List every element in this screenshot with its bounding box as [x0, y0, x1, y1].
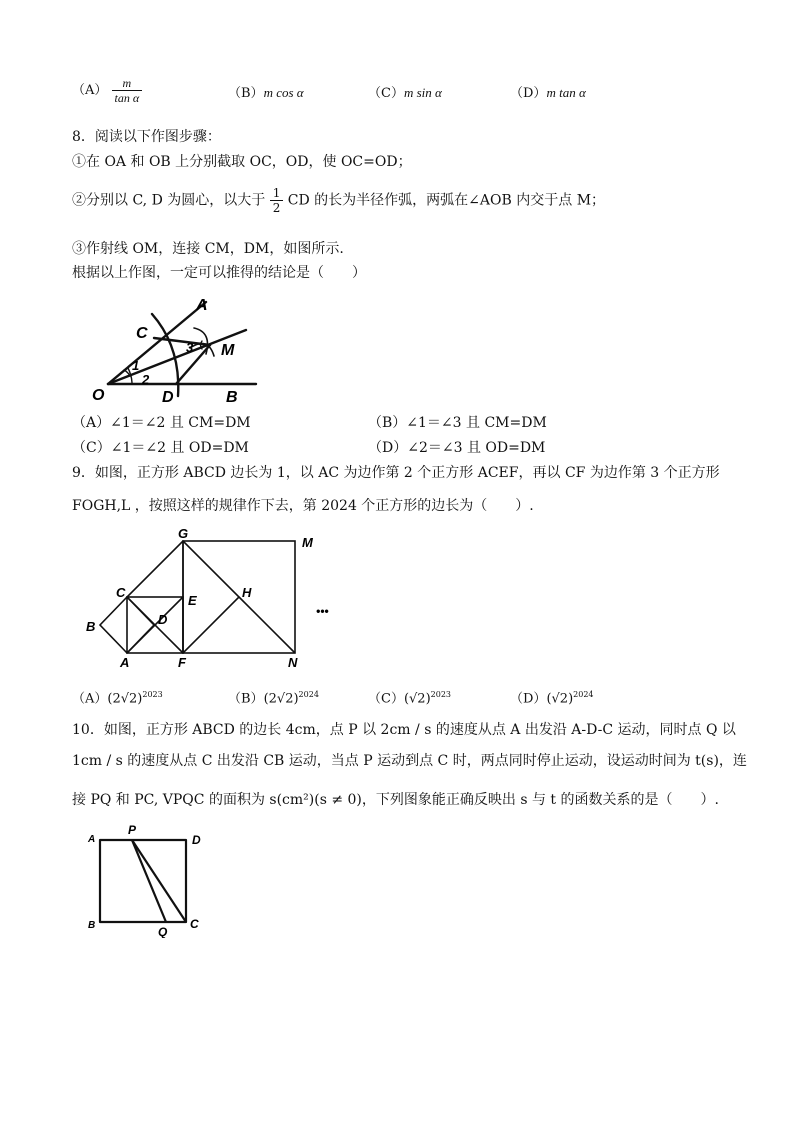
label-b: B [86, 619, 96, 634]
q9-option-a-expr: (2√2) [107, 691, 143, 707]
q7-option-c [368, 84, 442, 103]
q9-line2: FOGH,L ，按照这样的规律作下去，第 2024 个正方形的边长为（ ）. [72, 498, 534, 514]
q10-line2: 1cm / s 的速度从点 C 出发沿 CB 运动，当点 P 运动到点 C 时，两点同时停止运动，设运动时间为 t(s)，连 [72, 753, 747, 769]
q7-option-a-fraction [112, 76, 143, 105]
q9-option-b-expr: (2√2) [263, 691, 299, 707]
label-angle-1: 1 [132, 358, 140, 373]
label-c: C [136, 325, 148, 342]
q8-step2-pre: ②分别以 C, D 为圆心，以大于 [72, 192, 266, 209]
q9-option-b-label: （B） [228, 691, 264, 707]
q8-option-c: （C）∠1＝∠2 且 OD=DM [72, 440, 249, 456]
q9-option-a [72, 686, 163, 708]
q9-option-b [228, 686, 319, 708]
q8-angle-figure [86, 292, 286, 406]
q7-option-a-denominator: tan α [114, 91, 140, 105]
q8-option-a: （A）∠1＝∠2 且 CM=DM [72, 415, 251, 431]
label-o: O [92, 387, 105, 404]
q8-step2-numerator: 1 [270, 186, 284, 201]
q9-option-d-label: （D） [510, 691, 547, 707]
q7-option-b [228, 84, 304, 103]
q7-option-d-expr: m tan α [546, 85, 586, 100]
q8-option-d: （D）∠2＝∠3 且 OD=DM [368, 440, 546, 456]
q7-option-a-label: （A） [72, 83, 108, 98]
q7-option-c-label: （C） [368, 86, 404, 101]
q7-option-b-label: （B） [228, 86, 264, 101]
label-b: B [226, 389, 238, 406]
label-a: A [120, 655, 130, 670]
q7-option-d [510, 84, 586, 103]
label-f: F [178, 655, 186, 670]
label-h: H [242, 585, 252, 600]
label-p: P [128, 823, 137, 837]
q9-option-b-exponent: 2024 [298, 690, 319, 699]
label-a: A [196, 297, 208, 314]
q9-squares-figure [80, 525, 350, 675]
q8-step2 [72, 186, 605, 215]
continuation-dots: ••• [316, 604, 329, 618]
label-q: Q [158, 925, 168, 938]
q7-option-a-numerator: m [112, 76, 143, 91]
label-m: M [302, 535, 313, 550]
label-c: C [190, 917, 199, 931]
q9-option-a-label: （A） [72, 691, 108, 707]
q9-option-d [510, 686, 594, 708]
q9-option-c-expr: (√2) [403, 691, 431, 707]
label-a: A [88, 834, 96, 845]
q7-option-c-expr: m sin α [403, 85, 442, 100]
q7-option-b-expr: m cos α [263, 85, 304, 100]
label-d: D [162, 389, 174, 406]
q10-line1: 10．如图，正方形 ABCD 的边长 4cm，点 P 以 2cm / s 的速度从点 A 出发沿 A-D-C 运动，同时点 Q 以 [72, 722, 736, 738]
q9-option-d-expr: (√2) [546, 691, 574, 707]
q8-step3: ③作射线 OM，连接 CM，DM，如图所示. [72, 241, 344, 257]
q9-option-a-exponent: 2023 [142, 690, 163, 699]
label-g: G [178, 526, 189, 541]
q9-option-c-label: （C） [368, 691, 404, 707]
q9-option-d-exponent: 2024 [573, 690, 594, 699]
label-b: B [88, 920, 96, 931]
q8-step2-denominator: 2 [272, 201, 281, 215]
label-d: D [158, 612, 168, 627]
q10-line3: 接 PQ 和 PC, VPQC 的面积为 s(cm²)(s ≠ 0)，下列图象能正确反映出 s 与 t 的函数关系的是（ ）. [72, 792, 719, 808]
q8-option-b: （B）∠1＝∠3 且 CM=DM [368, 415, 547, 431]
label-m: M [221, 342, 235, 359]
segment-pq [132, 840, 166, 922]
q8-title: 8．阅读以下作图步骤： [72, 129, 221, 145]
square-abcd [100, 840, 186, 922]
q8-step2-post: CD 的长为半径作弧，两弧在∠AOB 内交于点 M； [287, 192, 606, 209]
segment-pc [132, 840, 186, 922]
q8-step1: ①在 OA 和 OB 上分别截取 OC，OD，使 OC=OD； [72, 154, 412, 170]
label-c: C [116, 585, 126, 600]
q10-square-figure [84, 822, 212, 938]
q8-step2-fraction [270, 186, 284, 215]
q7-option-d-label: （D） [510, 86, 547, 101]
q7-option-a [72, 76, 142, 105]
q8-question: 根据以上作图，一定可以推得的结论是（ ） [72, 265, 366, 281]
label-n: N [288, 655, 298, 670]
label-d: D [192, 833, 201, 847]
label-angle-3: 3 [186, 340, 194, 355]
q9-option-c [368, 686, 451, 708]
label-e: E [188, 593, 197, 608]
segment-hn [239, 597, 295, 653]
q9-line1: 9．如图，正方形 ABCD 边长为 1，以 AC 为边作第 2 个正方形 ACEF，再以 CF 为边作第 3 个正方形 [72, 465, 720, 481]
q9-option-c-exponent: 2023 [430, 690, 452, 699]
label-angle-2: 2 [142, 372, 150, 387]
